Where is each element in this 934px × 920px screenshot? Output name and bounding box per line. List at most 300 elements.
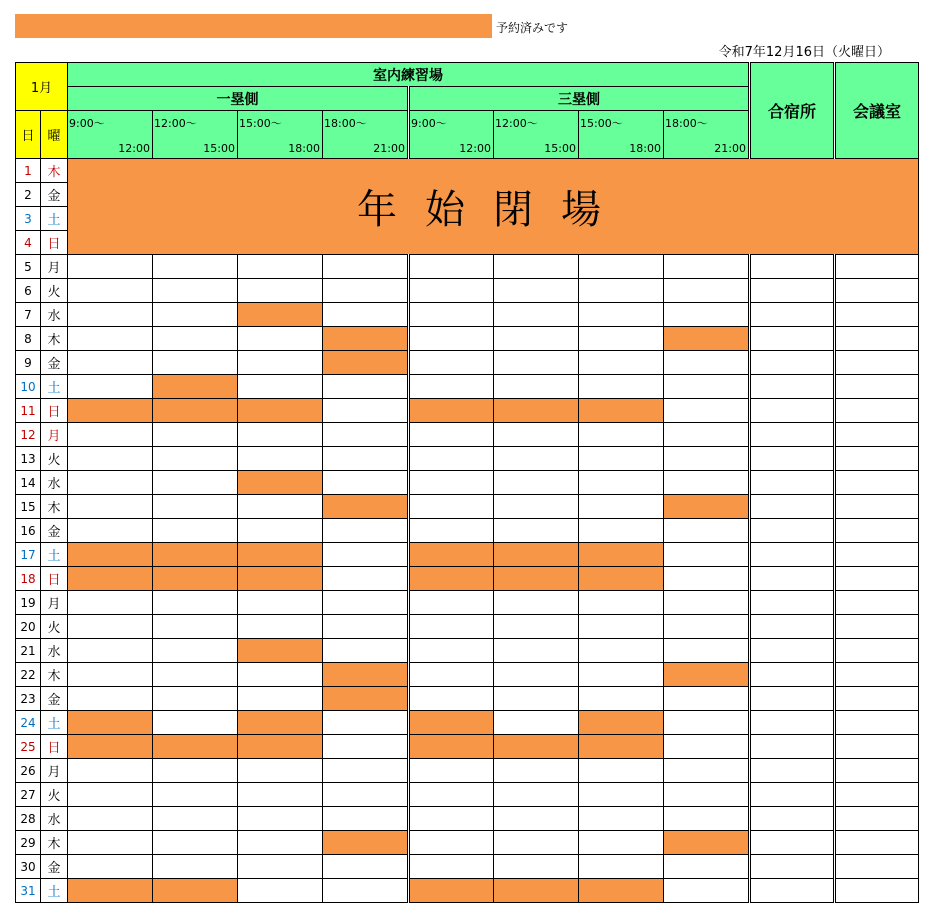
slot-available[interactable] (494, 423, 579, 447)
slot-booked[interactable] (579, 543, 664, 567)
slot-booked[interactable] (323, 495, 409, 519)
slot-available[interactable] (323, 567, 409, 591)
slot-available[interactable] (238, 615, 323, 639)
day-row (16, 303, 919, 327)
slot-available[interactable] (750, 711, 835, 735)
slot-available[interactable] (238, 879, 323, 903)
slot-available[interactable] (664, 399, 750, 423)
slot-available[interactable] (664, 255, 750, 279)
slot-available[interactable] (750, 447, 835, 471)
slot-available[interactable] (664, 759, 750, 783)
slot-booked[interactable] (153, 567, 238, 591)
slot-available[interactable] (664, 783, 750, 807)
slot-available[interactable] (153, 255, 238, 279)
slot-available[interactable] (494, 639, 579, 663)
slot-available[interactable] (664, 543, 750, 567)
slot-available[interactable] (579, 615, 664, 639)
slot-available[interactable] (68, 375, 153, 399)
slot-booked[interactable] (153, 375, 238, 399)
slot-booked[interactable] (238, 639, 323, 663)
slot-available[interactable] (323, 399, 409, 423)
slot-available[interactable] (494, 327, 579, 351)
slot-available[interactable] (750, 327, 835, 351)
slot-available[interactable] (750, 735, 835, 759)
slot-available[interactable] (153, 423, 238, 447)
slot-available[interactable] (579, 591, 664, 615)
slot-start-time: 9:00～ (69, 117, 105, 130)
slot-available[interactable] (494, 351, 579, 375)
slot-available[interactable] (68, 687, 153, 711)
slot-available[interactable] (579, 639, 664, 663)
day-number: 11 (16, 399, 41, 423)
slot-available[interactable] (68, 759, 153, 783)
slot-available[interactable] (238, 255, 323, 279)
slot-available[interactable] (835, 783, 919, 807)
slot-available[interactable] (664, 855, 750, 879)
slot-booked[interactable] (238, 399, 323, 423)
slot-available[interactable] (494, 519, 579, 543)
slot-available[interactable] (750, 807, 835, 831)
slot-available[interactable] (68, 783, 153, 807)
slot-available[interactable] (750, 351, 835, 375)
slot-available[interactable] (153, 327, 238, 351)
slot-available[interactable] (153, 351, 238, 375)
slot-available[interactable] (238, 807, 323, 831)
slot-available[interactable] (68, 855, 153, 879)
slot-available[interactable] (494, 303, 579, 327)
slot-available[interactable] (409, 279, 494, 303)
slot-available[interactable] (494, 495, 579, 519)
slot-available[interactable] (579, 375, 664, 399)
slot-available[interactable] (323, 255, 409, 279)
slot-available[interactable] (579, 279, 664, 303)
slot-available[interactable] (835, 663, 919, 687)
slot-available[interactable] (835, 399, 919, 423)
slot-available[interactable] (153, 783, 238, 807)
slot-available[interactable] (409, 591, 494, 615)
slot-available[interactable] (835, 351, 919, 375)
slot-available[interactable] (238, 759, 323, 783)
slot-available[interactable] (323, 735, 409, 759)
slot-booked[interactable] (579, 879, 664, 903)
slot-available[interactable] (494, 783, 579, 807)
slot-available[interactable] (579, 855, 664, 879)
slot-available[interactable] (153, 495, 238, 519)
slot-available[interactable] (750, 831, 835, 855)
slot-available[interactable] (238, 855, 323, 879)
slot-available[interactable] (664, 879, 750, 903)
weekday: 土 (41, 375, 68, 399)
slot-available[interactable] (664, 807, 750, 831)
slot-available[interactable] (664, 279, 750, 303)
slot-available[interactable] (68, 423, 153, 447)
slot-available[interactable] (750, 255, 835, 279)
slot-available[interactable] (409, 471, 494, 495)
slot-booked[interactable] (409, 567, 494, 591)
slot-available[interactable] (579, 807, 664, 831)
slot-available[interactable] (494, 279, 579, 303)
slot-available[interactable] (579, 495, 664, 519)
slot-available[interactable] (494, 855, 579, 879)
slot-available[interactable] (835, 687, 919, 711)
slot-available[interactable] (238, 687, 323, 711)
slot-booked[interactable] (238, 303, 323, 327)
slot-available[interactable] (153, 615, 238, 639)
slot-available[interactable] (323, 615, 409, 639)
slot-available[interactable] (323, 711, 409, 735)
slot-available[interactable] (68, 807, 153, 831)
slot-available[interactable] (153, 519, 238, 543)
slot-available[interactable] (835, 879, 919, 903)
slot-available[interactable] (409, 807, 494, 831)
slot-available[interactable] (494, 687, 579, 711)
slot-available[interactable] (664, 471, 750, 495)
slot-available[interactable] (409, 615, 494, 639)
slot-available[interactable] (409, 759, 494, 783)
slot-booked[interactable] (323, 327, 409, 351)
slot-available[interactable] (750, 567, 835, 591)
slot-available[interactable] (153, 711, 238, 735)
slot-available[interactable] (835, 375, 919, 399)
slot-booked[interactable] (153, 879, 238, 903)
weekday: 水 (41, 303, 68, 327)
slot-available[interactable] (153, 447, 238, 471)
day-row (16, 567, 919, 591)
slot-available[interactable] (68, 831, 153, 855)
slot-available[interactable] (750, 543, 835, 567)
slot-booked[interactable] (409, 399, 494, 423)
day-number: 18 (16, 567, 41, 591)
slot-booked[interactable] (579, 399, 664, 423)
slot-available[interactable] (409, 495, 494, 519)
slot-available[interactable] (835, 615, 919, 639)
slot-available[interactable] (664, 639, 750, 663)
day-number: 17 (16, 543, 41, 567)
weekday: 日 (41, 567, 68, 591)
slot-available[interactable] (323, 519, 409, 543)
slot-booked[interactable] (494, 399, 579, 423)
slot-booked[interactable] (664, 831, 750, 855)
slot-available[interactable] (750, 279, 835, 303)
slot-booked[interactable] (494, 567, 579, 591)
slot-booked[interactable] (409, 735, 494, 759)
slot-available[interactable] (238, 375, 323, 399)
slot-available[interactable] (664, 711, 750, 735)
slot-available[interactable] (835, 327, 919, 351)
slot-booked[interactable] (68, 735, 153, 759)
slot-available[interactable] (323, 279, 409, 303)
slot-booked[interactable] (494, 735, 579, 759)
slot-available[interactable] (68, 471, 153, 495)
slot-available[interactable] (579, 351, 664, 375)
camp-header: 合宿所 (750, 63, 835, 159)
slot-end-time: 21:00 (373, 142, 405, 155)
slot-available[interactable] (579, 471, 664, 495)
slot-booked[interactable] (579, 567, 664, 591)
slot-available[interactable] (579, 255, 664, 279)
slot-available[interactable] (68, 663, 153, 687)
day-row (16, 759, 919, 783)
slot-available[interactable] (579, 327, 664, 351)
slot-available[interactable] (835, 567, 919, 591)
slot-available[interactable] (835, 543, 919, 567)
slot-available[interactable] (238, 351, 323, 375)
weekday: 土 (41, 543, 68, 567)
slot-available[interactable] (409, 423, 494, 447)
slot-available[interactable] (664, 351, 750, 375)
slot-available[interactable] (750, 375, 835, 399)
slot-booked[interactable] (68, 543, 153, 567)
slot-available[interactable] (835, 711, 919, 735)
slot-available[interactable] (68, 519, 153, 543)
slot-available[interactable] (664, 423, 750, 447)
slot-available[interactable] (494, 807, 579, 831)
day-number: 23 (16, 687, 41, 711)
slot-available[interactable] (409, 663, 494, 687)
slot-available[interactable] (835, 279, 919, 303)
slot-available[interactable] (68, 639, 153, 663)
slot-available[interactable] (579, 687, 664, 711)
slot-booked[interactable] (238, 711, 323, 735)
slot-available[interactable] (835, 471, 919, 495)
slot-available[interactable] (68, 303, 153, 327)
slot-available[interactable] (835, 519, 919, 543)
slot-booked[interactable] (153, 399, 238, 423)
slot-available[interactable] (750, 759, 835, 783)
slot-available[interactable] (323, 375, 409, 399)
slot-available[interactable] (664, 447, 750, 471)
slot-booked[interactable] (323, 663, 409, 687)
slot-available[interactable] (664, 519, 750, 543)
slot-available[interactable] (153, 471, 238, 495)
slot-available[interactable] (750, 783, 835, 807)
slot-available[interactable] (494, 663, 579, 687)
slot-available[interactable] (409, 375, 494, 399)
slot-available[interactable] (153, 807, 238, 831)
slot-available[interactable] (750, 303, 835, 327)
day-number: 2 (16, 183, 41, 207)
slot-available[interactable] (750, 471, 835, 495)
slot-available[interactable] (579, 663, 664, 687)
slot-available[interactable] (68, 495, 153, 519)
weekday: 土 (41, 711, 68, 735)
slot-available[interactable] (409, 831, 494, 855)
slot-start-time: 18:00～ (324, 117, 367, 130)
slot-available[interactable] (238, 279, 323, 303)
slot-available[interactable] (323, 639, 409, 663)
slot-booked[interactable] (68, 879, 153, 903)
slot-available[interactable] (835, 447, 919, 471)
weekday: 木 (41, 831, 68, 855)
slot-available[interactable] (323, 423, 409, 447)
slot-available[interactable] (494, 471, 579, 495)
slot-available[interactable] (409, 639, 494, 663)
slot-booked[interactable] (323, 687, 409, 711)
time-slot-header (153, 111, 238, 159)
slot-booked[interactable] (238, 735, 323, 759)
slot-booked[interactable] (68, 711, 153, 735)
slot-available[interactable] (409, 783, 494, 807)
slot-available[interactable] (835, 735, 919, 759)
slot-available[interactable] (579, 447, 664, 471)
slot-available[interactable] (238, 783, 323, 807)
slot-available[interactable] (153, 855, 238, 879)
slot-booked[interactable] (153, 543, 238, 567)
slot-available[interactable] (664, 735, 750, 759)
weekday: 木 (41, 159, 68, 183)
slot-available[interactable] (664, 567, 750, 591)
day-row (16, 831, 919, 855)
slot-booked[interactable] (68, 399, 153, 423)
slot-booked[interactable] (494, 879, 579, 903)
slot-available[interactable] (238, 495, 323, 519)
slot-available[interactable] (750, 879, 835, 903)
slot-available[interactable] (153, 303, 238, 327)
slot-available[interactable] (750, 615, 835, 639)
weekday: 金 (41, 855, 68, 879)
slot-available[interactable] (153, 759, 238, 783)
day-row (16, 279, 919, 303)
slot-available[interactable] (750, 519, 835, 543)
slot-booked[interactable] (494, 543, 579, 567)
slot-available[interactable] (409, 519, 494, 543)
slot-available[interactable] (835, 759, 919, 783)
slot-available[interactable] (579, 423, 664, 447)
slot-available[interactable] (409, 255, 494, 279)
slot-available[interactable] (409, 687, 494, 711)
slot-available[interactable] (409, 855, 494, 879)
weekday: 土 (41, 879, 68, 903)
slot-available[interactable] (835, 591, 919, 615)
slot-available[interactable] (750, 639, 835, 663)
slot-booked[interactable] (409, 879, 494, 903)
slot-available[interactable] (323, 879, 409, 903)
slot-available[interactable] (238, 327, 323, 351)
slot-booked[interactable] (409, 543, 494, 567)
slot-available[interactable] (494, 615, 579, 639)
slot-booked[interactable] (238, 567, 323, 591)
slot-available[interactable] (579, 519, 664, 543)
slot-available[interactable] (153, 663, 238, 687)
slot-available[interactable] (409, 447, 494, 471)
slot-available[interactable] (664, 591, 750, 615)
booked-legend-swatch (15, 14, 492, 38)
slot-available[interactable] (323, 855, 409, 879)
slot-available[interactable] (835, 831, 919, 855)
slot-available[interactable] (494, 255, 579, 279)
slot-available[interactable] (409, 327, 494, 351)
slot-available[interactable] (494, 447, 579, 471)
slot-available[interactable] (579, 831, 664, 855)
slot-booked[interactable] (238, 543, 323, 567)
slot-available[interactable] (579, 759, 664, 783)
slot-available[interactable] (835, 423, 919, 447)
slot-available[interactable] (494, 831, 579, 855)
weekday: 火 (41, 615, 68, 639)
slot-available[interactable] (68, 279, 153, 303)
slot-available[interactable] (835, 495, 919, 519)
slot-available[interactable] (750, 687, 835, 711)
slot-available[interactable] (323, 591, 409, 615)
first-base-side-header: 一塁側 (68, 87, 409, 111)
slot-available[interactable] (835, 255, 919, 279)
slot-available[interactable] (68, 327, 153, 351)
slot-available[interactable] (153, 591, 238, 615)
slot-available[interactable] (238, 831, 323, 855)
slot-available[interactable] (68, 591, 153, 615)
slot-booked[interactable] (664, 495, 750, 519)
slot-available[interactable] (835, 303, 919, 327)
slot-available[interactable] (153, 687, 238, 711)
slot-available[interactable] (68, 447, 153, 471)
slot-booked[interactable] (323, 831, 409, 855)
slot-available[interactable] (750, 591, 835, 615)
slot-available[interactable] (323, 471, 409, 495)
slot-booked[interactable] (68, 567, 153, 591)
slot-available[interactable] (835, 639, 919, 663)
slot-booked[interactable] (153, 735, 238, 759)
slot-available[interactable] (750, 855, 835, 879)
slot-available[interactable] (494, 591, 579, 615)
slot-booked[interactable] (579, 711, 664, 735)
slot-available[interactable] (664, 375, 750, 399)
slot-available[interactable] (750, 663, 835, 687)
slot-available[interactable] (494, 375, 579, 399)
slot-available[interactable] (153, 279, 238, 303)
slot-available[interactable] (323, 543, 409, 567)
slot-available[interactable] (579, 783, 664, 807)
slot-available[interactable] (750, 423, 835, 447)
slot-available[interactable] (750, 399, 835, 423)
slot-available[interactable] (323, 783, 409, 807)
slot-available[interactable] (409, 351, 494, 375)
slot-booked[interactable] (323, 351, 409, 375)
slot-available[interactable] (238, 663, 323, 687)
slot-booked[interactable] (409, 711, 494, 735)
slot-available[interactable] (323, 447, 409, 471)
slot-available[interactable] (323, 807, 409, 831)
slot-available[interactable] (238, 519, 323, 543)
slot-available[interactable] (68, 351, 153, 375)
slot-end-time: 18:00 (629, 142, 661, 155)
slot-available[interactable] (835, 855, 919, 879)
slot-available[interactable] (153, 639, 238, 663)
slot-available[interactable] (238, 423, 323, 447)
slot-available[interactable] (323, 303, 409, 327)
slot-available[interactable] (664, 303, 750, 327)
slot-available[interactable] (153, 831, 238, 855)
slot-booked[interactable] (238, 471, 323, 495)
slot-available[interactable] (68, 615, 153, 639)
slot-available[interactable] (494, 711, 579, 735)
slot-available[interactable] (238, 447, 323, 471)
slot-available[interactable] (579, 303, 664, 327)
slot-available[interactable] (494, 759, 579, 783)
slot-available[interactable] (323, 759, 409, 783)
slot-booked[interactable] (664, 327, 750, 351)
slot-booked[interactable] (664, 663, 750, 687)
slot-available[interactable] (238, 591, 323, 615)
slot-booked[interactable] (579, 735, 664, 759)
slot-available[interactable] (409, 303, 494, 327)
slot-available[interactable] (835, 807, 919, 831)
slot-available[interactable] (68, 255, 153, 279)
slot-available[interactable] (750, 495, 835, 519)
day-number: 3 (16, 207, 41, 231)
slot-available[interactable] (664, 615, 750, 639)
day-row (16, 327, 919, 351)
slot-available[interactable] (664, 687, 750, 711)
